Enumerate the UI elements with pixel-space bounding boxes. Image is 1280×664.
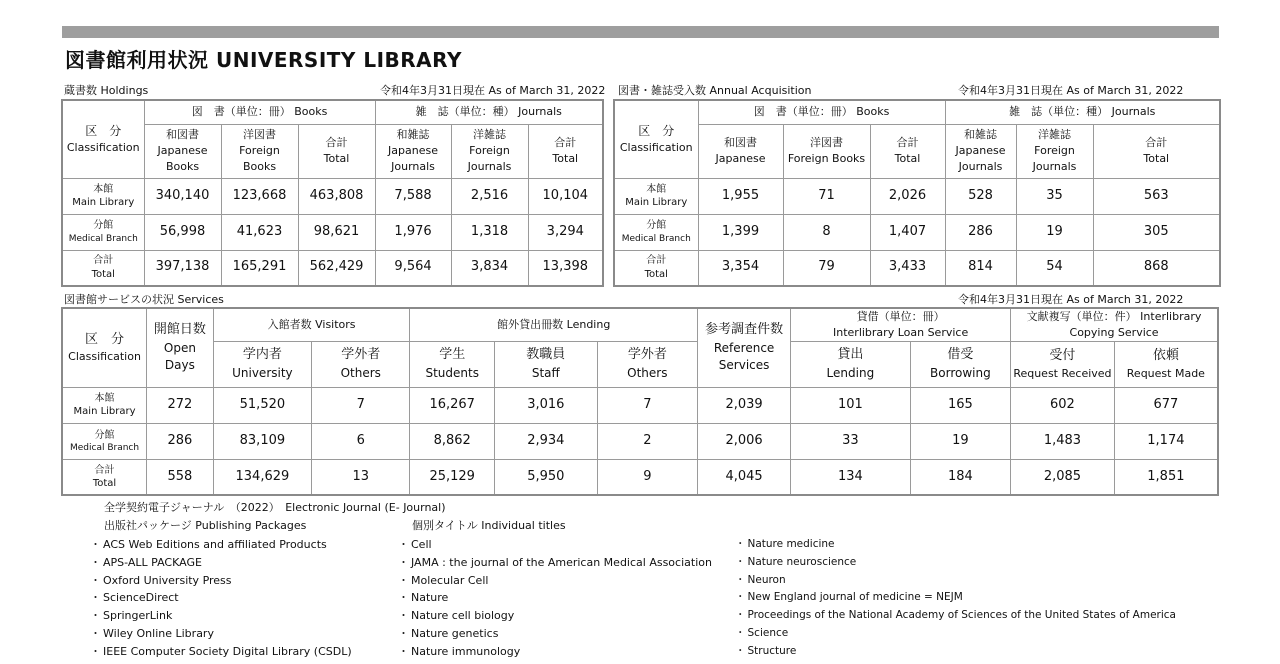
table-cell: 3,354 <box>698 250 783 286</box>
list-item[interactable]: ・ Structure <box>735 643 1176 661</box>
table-cell: 2,085 <box>1011 459 1115 495</box>
table-row <box>614 250 1220 286</box>
table-row <box>62 214 603 250</box>
acquisition-col-header: 合計 Total <box>1093 124 1220 178</box>
table-cell: 6 <box>312 423 410 459</box>
acquisition-col-header: 洋雑誌 Foreign Journals <box>1016 124 1093 178</box>
services-col-header: 受付 Request Received <box>1011 341 1115 387</box>
table-cell: 165 <box>910 387 1010 423</box>
table-cell: 19 <box>910 423 1010 459</box>
services-col-header: 借受 Borrowing <box>910 341 1010 387</box>
services-col-header: 学外者 Others <box>312 341 410 387</box>
services-label: 図書館サービスの状況 Services <box>64 293 224 306</box>
titles-header: 個別タイトル Individual titles <box>412 519 566 532</box>
table-cell: 2 <box>597 423 697 459</box>
table-cell: 602 <box>1011 387 1115 423</box>
table-cell: 1,399 <box>698 214 783 250</box>
table-cell: 56,998 <box>144 214 221 250</box>
table-cell: 563 <box>1093 178 1220 214</box>
acquisition-books-group: 図 書（単位：冊） Books <box>698 100 945 124</box>
list-item[interactable]: ・ Science <box>735 625 1176 643</box>
table-cell: 10,104 <box>528 178 603 214</box>
acquisition-table <box>613 99 1221 287</box>
table-cell: 5,950 <box>495 459 598 495</box>
table-cell: 7,588 <box>375 178 451 214</box>
table-row <box>62 387 1218 423</box>
table-cell: 101 <box>791 387 911 423</box>
table-cell: 9 <box>597 459 697 495</box>
services-col-header: 学生 Students <box>410 341 495 387</box>
table-cell: 71 <box>783 178 870 214</box>
list-item[interactable]: ・ Neuron <box>735 572 1176 590</box>
table-row <box>614 178 1220 214</box>
table-cell: 41,623 <box>221 214 298 250</box>
table-cell: 3,294 <box>528 214 603 250</box>
table-cell: 51,520 <box>213 387 311 423</box>
table-cell: 4,045 <box>698 459 791 495</box>
packages-list <box>90 536 352 661</box>
services-col-header: 教職員 Staff <box>495 341 598 387</box>
list-item[interactable]: ・ Proceedings of the National Academy of Sciences of the United States of America <box>735 607 1176 625</box>
services-col-header: 学内者 University <box>213 341 311 387</box>
copy-group-header: 文献複写（単位：件） Interlibrary Copying Service <box>1011 308 1218 341</box>
table-cell: 134 <box>791 459 911 495</box>
acquisition-col-header: 合計 Total <box>870 124 945 178</box>
holdings-col-header: 合計 Total <box>298 124 375 178</box>
table-cell: 1,851 <box>1114 459 1218 495</box>
acquisition-journals-group: 雑 誌（単位：種） Journals <box>945 100 1220 124</box>
visitors-group-header: 入館者数 Visitors <box>213 308 410 341</box>
table-cell: 1,407 <box>870 214 945 250</box>
holdings-col-header: 合計 Total <box>528 124 603 178</box>
holdings-class-header: 区 分 Classification <box>62 100 144 178</box>
table-cell: 54 <box>1016 250 1093 286</box>
list-item[interactable]: ・ Nature cell biology <box>398 607 712 625</box>
table-cell: 397,138 <box>144 250 221 286</box>
table-cell: 13,398 <box>528 250 603 286</box>
table-cell: 272 <box>147 387 214 423</box>
table-row <box>614 214 1220 250</box>
table-cell: 286 <box>945 214 1016 250</box>
table-cell: 7 <box>597 387 697 423</box>
acquisition-col-header: 洋図書 Foreign Books <box>783 124 870 178</box>
list-item[interactable]: ・ SpringerLink <box>90 607 352 625</box>
ill-group-header: 貸借（単位：冊） Interlibrary Loan Service <box>791 308 1011 341</box>
table-cell: 35 <box>1016 178 1093 214</box>
table-cell: 2,006 <box>698 423 791 459</box>
table-cell: 558 <box>147 459 214 495</box>
table-cell: 3,016 <box>495 387 598 423</box>
table-cell: 340,140 <box>144 178 221 214</box>
table-cell: 562,429 <box>298 250 375 286</box>
reference-header: 参考調査件数 Reference Services <box>698 308 791 387</box>
table-cell: 184 <box>910 459 1010 495</box>
row-label: 分館 Medical Branch <box>614 214 698 250</box>
holdings-journals-group: 雑 誌（単位：種） Journals <box>375 100 603 124</box>
table-cell: 19 <box>1016 214 1093 250</box>
list-item[interactable]: ・ Nature neuroscience <box>735 554 1176 572</box>
holdings-col-header: 洋図書 Foreign Books <box>221 124 298 178</box>
table-row <box>62 178 603 214</box>
table-cell: 8 <box>783 214 870 250</box>
table-cell: 3,834 <box>451 250 528 286</box>
list-item[interactable]: ・ Wiley Online Library <box>90 625 352 643</box>
list-item[interactable]: ・ JAMA : the journal of the American Medical Association <box>398 554 712 572</box>
table-cell: 8,862 <box>410 423 495 459</box>
titles-list-2 <box>735 536 1176 661</box>
table-cell: 33 <box>791 423 911 459</box>
table-row <box>62 459 1218 495</box>
table-cell: 1,976 <box>375 214 451 250</box>
table-cell: 7 <box>312 387 410 423</box>
services-class-header: 区 分 Classification <box>62 308 147 387</box>
holdings-col-header: 洋雑誌 Foreign Journals <box>451 124 528 178</box>
table-cell: 9,564 <box>375 250 451 286</box>
list-item[interactable]: ・ Nature immunology <box>398 643 712 661</box>
titles-list-1 <box>398 536 712 661</box>
table-cell: 1,174 <box>1114 423 1218 459</box>
table-cell: 677 <box>1114 387 1218 423</box>
table-cell: 79 <box>783 250 870 286</box>
table-row <box>62 250 603 286</box>
table-cell: 814 <box>945 250 1016 286</box>
services-col-header: 貸出 Lending <box>791 341 911 387</box>
acquisition-label: 図書・雑誌受入数 Annual Acquisition <box>618 84 812 97</box>
table-cell: 2,516 <box>451 178 528 214</box>
table-cell: 2,026 <box>870 178 945 214</box>
holdings-label: 蔵書数 Holdings <box>64 84 149 97</box>
row-label: 合計 Total <box>62 250 144 286</box>
table-cell: 83,109 <box>213 423 311 459</box>
row-label: 分館 Medical Branch <box>62 423 147 459</box>
table-cell: 528 <box>945 178 1016 214</box>
row-label: 合計 Total <box>62 459 147 495</box>
list-item[interactable]: ・ Cell <box>398 536 712 554</box>
holdings-books-group: 図 書（単位：冊） Books <box>144 100 375 124</box>
table-cell: 2,039 <box>698 387 791 423</box>
acquisition-col-header: 和図書 Japanese <box>698 124 783 178</box>
list-item[interactable]: ・ APS-ALL PACKAGE <box>90 554 352 572</box>
table-cell: 305 <box>1093 214 1220 250</box>
table-cell: 98,621 <box>298 214 375 250</box>
list-item[interactable]: ・ IEEE Computer Society Digital Library (CSDL) <box>90 643 352 661</box>
table-cell: 16,267 <box>410 387 495 423</box>
services-table <box>61 307 1219 496</box>
list-item[interactable]: ・ Nature <box>398 589 712 607</box>
list-item[interactable]: ・ Oxford University Press <box>90 572 352 590</box>
table-cell: 165,291 <box>221 250 298 286</box>
list-item[interactable]: ・ Nature genetics <box>398 625 712 643</box>
table-cell: 1,483 <box>1011 423 1115 459</box>
table-row <box>62 423 1218 459</box>
services-col-header: 依頼 Request Made <box>1114 341 1218 387</box>
list-item[interactable]: ・ Nature medicine <box>735 536 1176 554</box>
row-label: 合計 Total <box>614 250 698 286</box>
row-label: 分館 Medical Branch <box>62 214 144 250</box>
holdings-date: 令和4年3月31日現在 As of March 31, 2022 <box>380 84 606 97</box>
acquisition-class-header: 区 分 Classification <box>614 100 698 178</box>
row-label: 本館 Main Library <box>614 178 698 214</box>
holdings-col-header: 和図書 Japanese Books <box>144 124 221 178</box>
table-cell: 1,955 <box>698 178 783 214</box>
list-item[interactable]: ・ ScienceDirect <box>90 589 352 607</box>
ejournal-title: 全学契約電子ジャーナル （2022） Electronic Journal (E- Journal) <box>104 501 446 514</box>
open-days-header: 開館日数 Open Days <box>147 308 214 387</box>
table-cell: 463,808 <box>298 178 375 214</box>
table-cell: 25,129 <box>410 459 495 495</box>
list-item[interactable]: ・ ACS Web Editions and affiliated Products <box>90 536 352 554</box>
table-cell: 134,629 <box>213 459 311 495</box>
acquisition-date: 令和4年3月31日現在 As of March 31, 2022 <box>958 84 1184 97</box>
table-cell: 13 <box>312 459 410 495</box>
row-label: 本館 Main Library <box>62 387 147 423</box>
table-cell: 123,668 <box>221 178 298 214</box>
services-col-header: 学外者 Others <box>597 341 697 387</box>
packages-header: 出版社パッケージ Publishing Packages <box>104 519 307 532</box>
table-cell: 2,934 <box>495 423 598 459</box>
page-title: 図書館利用状況 UNIVERSITY LIBRARY <box>65 48 462 72</box>
row-label: 本館 Main Library <box>62 178 144 214</box>
list-item[interactable]: ・ New England journal of medicine = NEJM <box>735 589 1176 607</box>
table-cell: 868 <box>1093 250 1220 286</box>
table-cell: 1,318 <box>451 214 528 250</box>
table-cell: 3,433 <box>870 250 945 286</box>
lending-group-header: 館外貸出冊数 Lending <box>410 308 698 341</box>
top-divider-bar <box>62 26 1219 38</box>
services-date: 令和4年3月31日現在 As of March 31, 2022 <box>958 293 1184 306</box>
holdings-col-header: 和雑誌 Japanese Journals <box>375 124 451 178</box>
acquisition-col-header: 和雑誌 Japanese Journals <box>945 124 1016 178</box>
table-cell: 286 <box>147 423 214 459</box>
list-item[interactable]: ・ Molecular Cell <box>398 572 712 590</box>
holdings-table <box>61 99 604 287</box>
